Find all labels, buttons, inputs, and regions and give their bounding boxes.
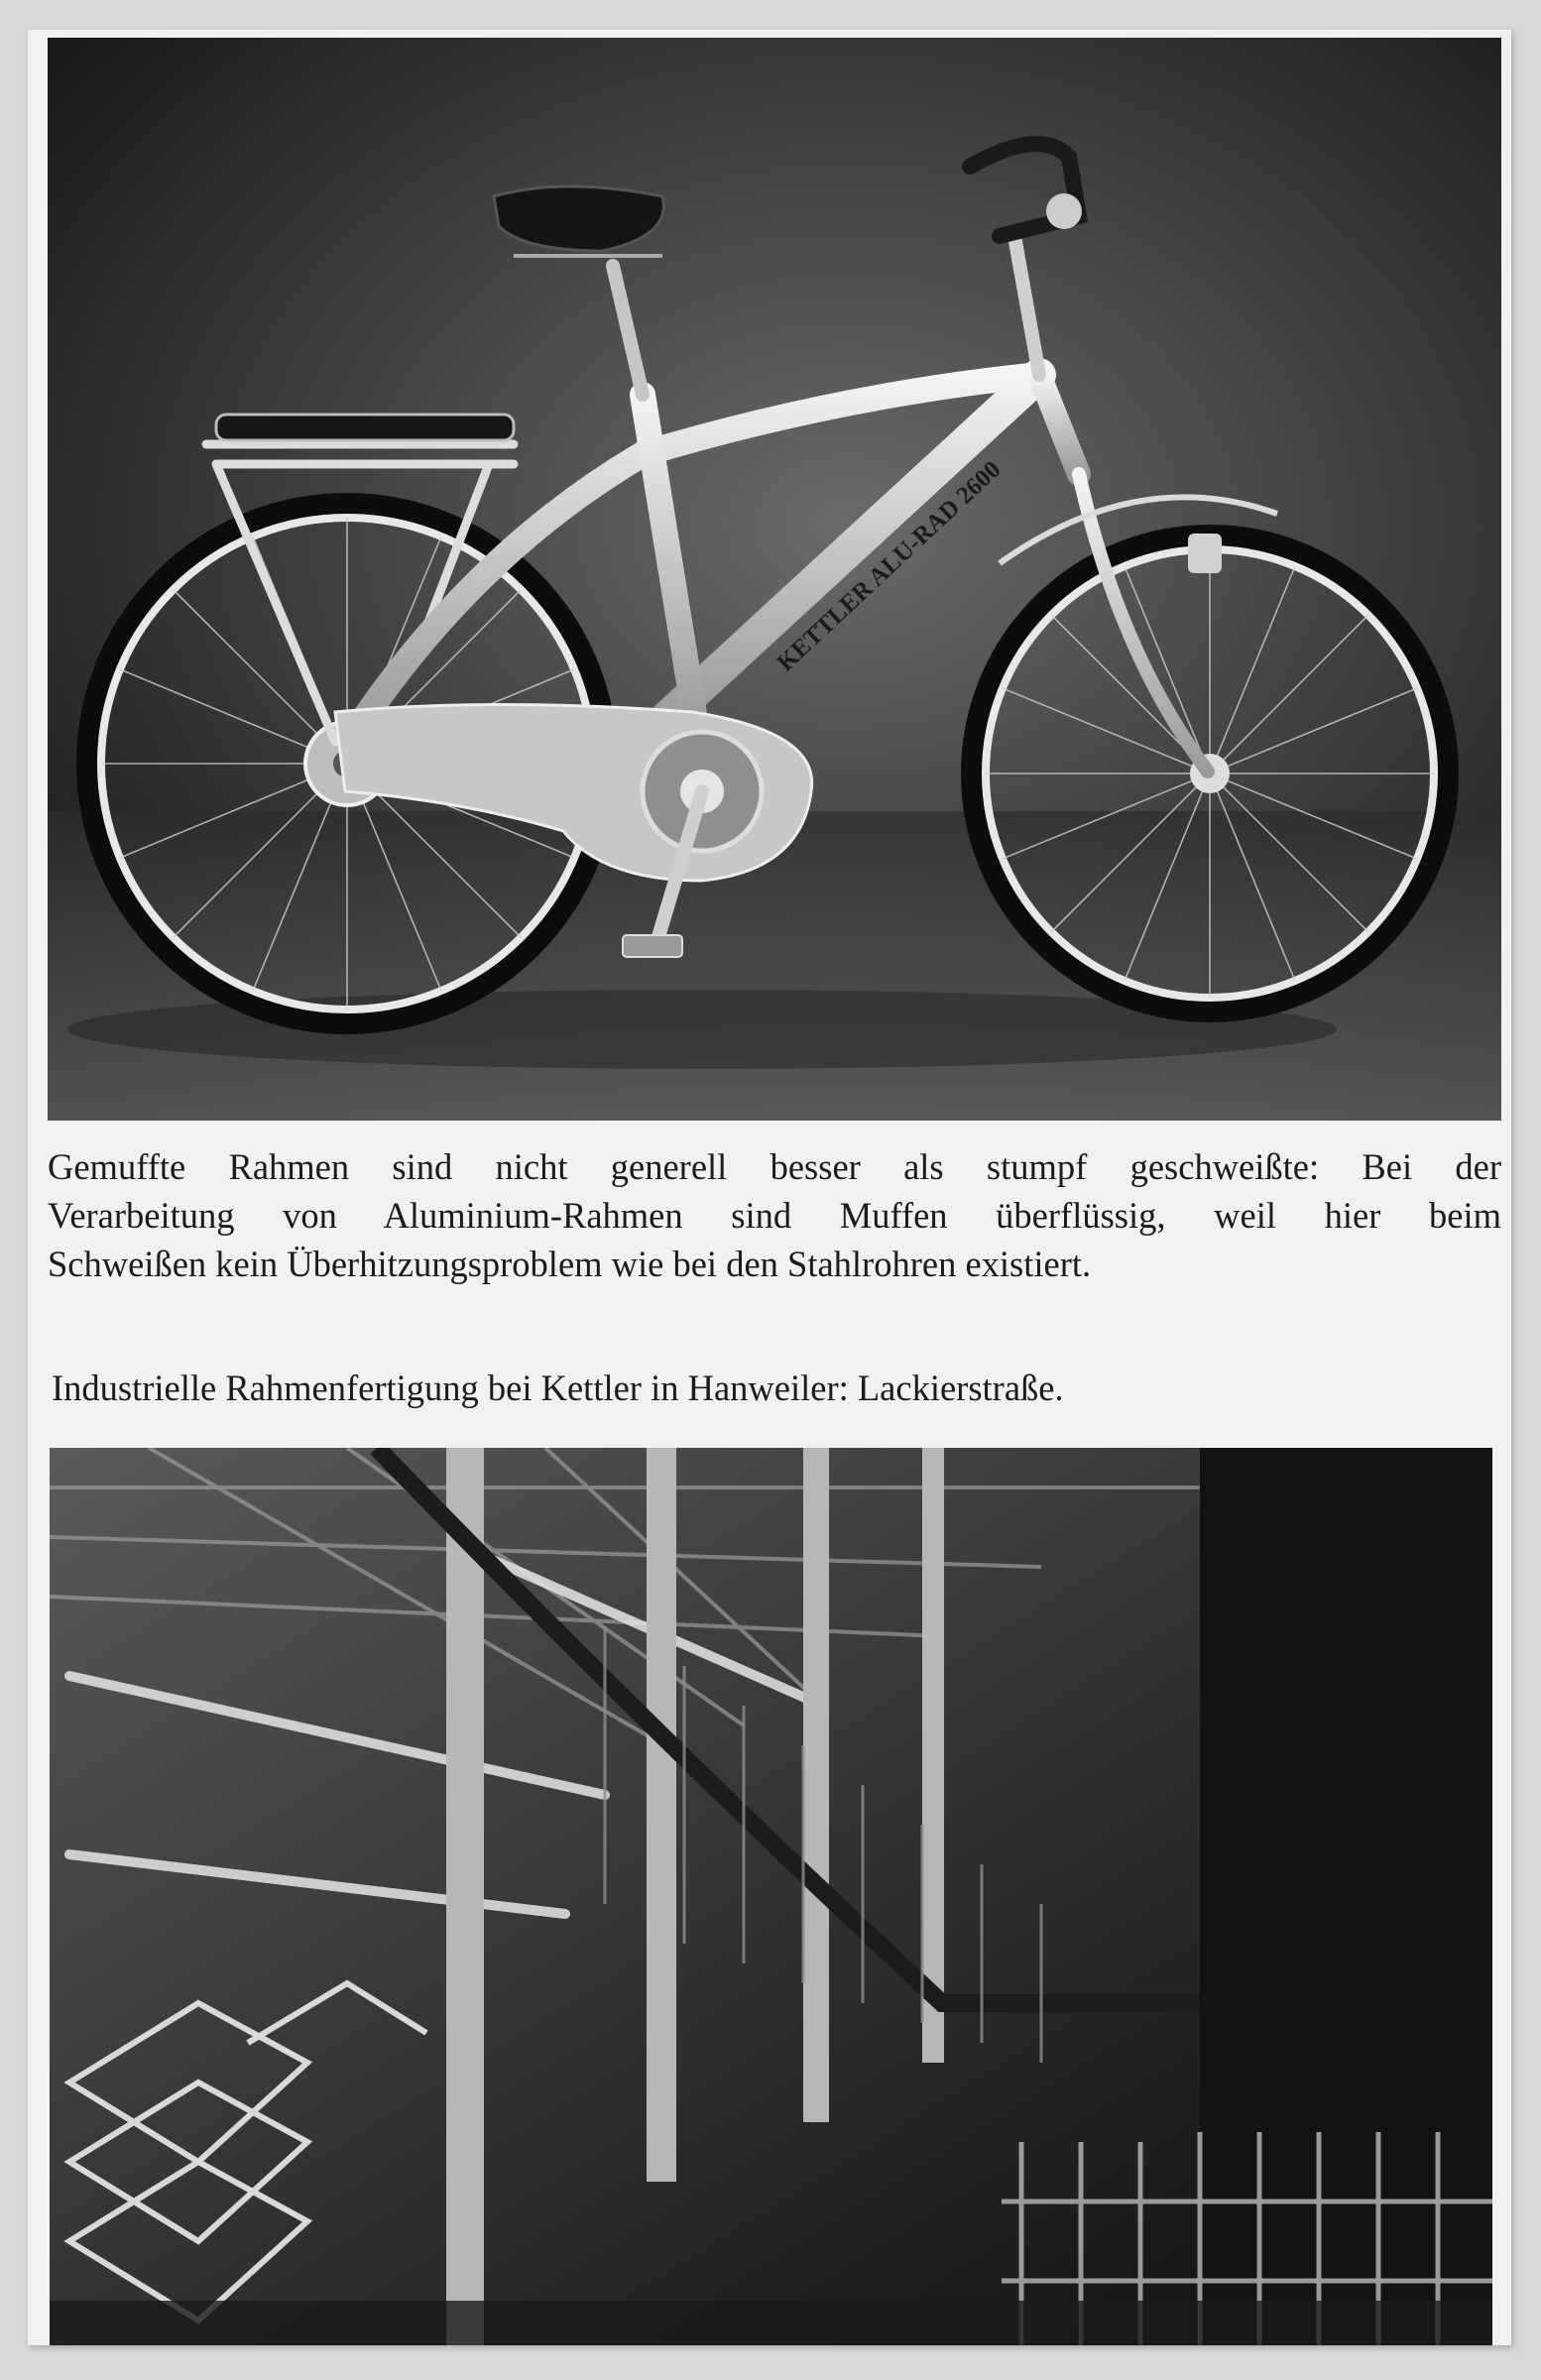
book-page [28,30,1511,2345]
bicycle-caption [48,1142,1501,1288]
frame-brand-text: KETTLER ALU-RAD 2600 [771,455,1007,677]
bicycle-photo [48,38,1501,1121]
bicycle-caption-line-1: Gemuffte Rahmen sind nicht generell besser als stumpf geschweißte: Bei der [48,1146,1501,1187]
headlamp [1188,534,1222,573]
factory-caption: Industrielle Rahmenfertigung bei Kettler in Hanweiler: Lackierstraße. [52,1368,1064,1408]
factory-illustration [50,1448,1492,2345]
factory-photo [50,1448,1492,2345]
bicycle-caption-line-2: Verarbeitung von Aluminium-Rahmen sind Muffen überflüssig, weil hier beim [48,1195,1501,1236]
bicycle-illustration [48,38,1501,1121]
bicycle-caption-line-3: Schweißen kein Überhitzungsproblem wie bei den Stahlrohren existiert. [48,1244,1092,1284]
